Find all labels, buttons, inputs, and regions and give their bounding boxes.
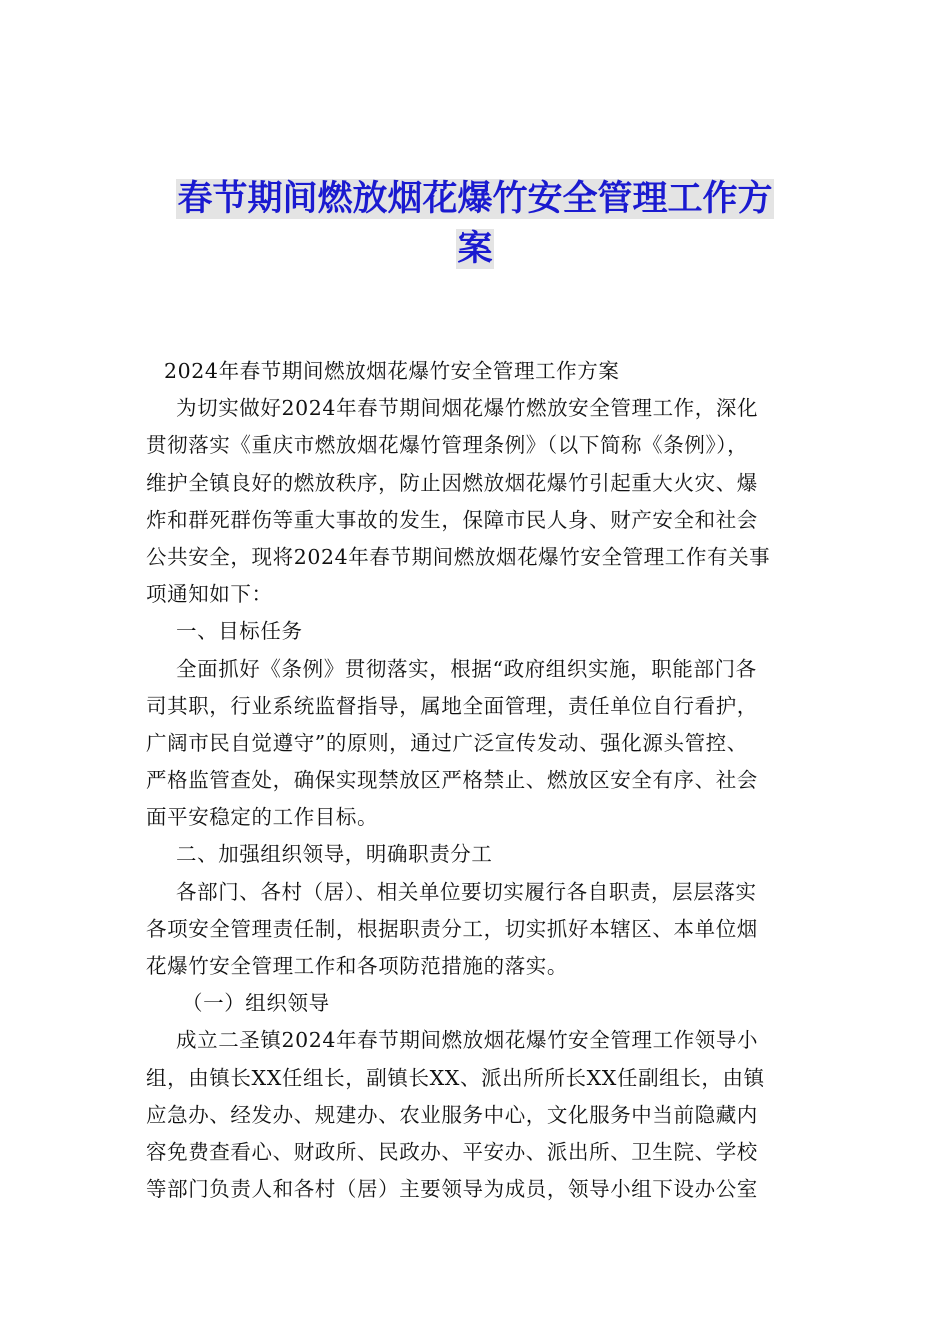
section-heading: 二、加强组织领导，明确职责分工	[176, 842, 493, 867]
paragraph-line: 维护全镇良好的燃放秩序，防止因燃放烟花爆竹引起重大火灾、爆	[146, 470, 758, 495]
paragraph-line: 面平安稳定的工作目标。	[146, 805, 379, 830]
paragraph-line: 为切实做好2024年春节期间烟花爆竹燃放安全管理工作，深化	[176, 396, 759, 421]
paragraph-line: 各部门、各村（居）、相关单位要切实履行各自职责，层层落实	[176, 879, 757, 904]
subsection-heading: （一）组织领导	[182, 991, 330, 1016]
document-title-line-2	[150, 228, 800, 270]
paragraph-line: 花爆竹安全管理工作和各项防范措施的落实。	[146, 954, 568, 978]
paragraph-line: 组，由镇长XX任组长，副镇长XX、派出所所长XX任副组长，由镇	[146, 1065, 765, 1090]
paragraph-line: 严格监管查处，确保实现禁放区严格禁止、燃放区安全有序、社会	[146, 768, 758, 793]
paragraph-line: 应急办、经发办、规建办、农业服务中心，文化服务中当前隐藏内	[146, 1102, 758, 1127]
paragraph-line: 项通知如下：	[146, 582, 273, 607]
paragraph-line: 全面抓好《条例》贯彻落实，根据“政府组织实施，职能部门各	[176, 656, 757, 681]
paragraph-line: 炸和群死群伤等重大事故的发生，保障市民人身、财产安全和社会	[146, 507, 758, 532]
paragraph-line: 等部门负责人和各村（居）主要领导为成员，领导小组下设办公室	[146, 1177, 758, 1202]
paragraph-line: 广阔市民自觉遵守”的原则，通过广泛宣传发动、强化源头管控、	[146, 730, 748, 755]
document-title-text-2: 案	[457, 229, 493, 269]
paragraph-line: 司其职，行业系统监督指导，属地全面管理，责任单位自行看护，	[146, 693, 758, 718]
subtitle-line: 2024年春节期间燃放烟花爆竹安全管理工作方案	[164, 359, 620, 383]
section-heading: 一、目标任务	[176, 619, 303, 644]
paragraph-line: 公共安全，现将2024年春节期间燃放烟花爆竹安全管理工作有关事	[146, 544, 771, 569]
document-title-text-1: 春节期间燃放烟花爆竹安全管理工作方	[177, 179, 773, 219]
paragraph-line: 贯彻落实《重庆市燃放烟花爆竹管理条例》（以下简称《条例》），	[146, 433, 749, 458]
paragraph-line: 成立二圣镇2024年春节期间燃放烟花爆竹安全管理工作领导小	[176, 1028, 759, 1053]
document-body	[146, 353, 811, 1208]
paragraph-line: 容免费查看心、财政所、民政办、平安办、派出所、卫生院、学校	[146, 1139, 758, 1164]
document-title-line-1	[150, 178, 800, 220]
paragraph-line: 各项安全管理责任制，根据职责分工，切实抓好本辖区、本单位烟	[146, 916, 758, 941]
